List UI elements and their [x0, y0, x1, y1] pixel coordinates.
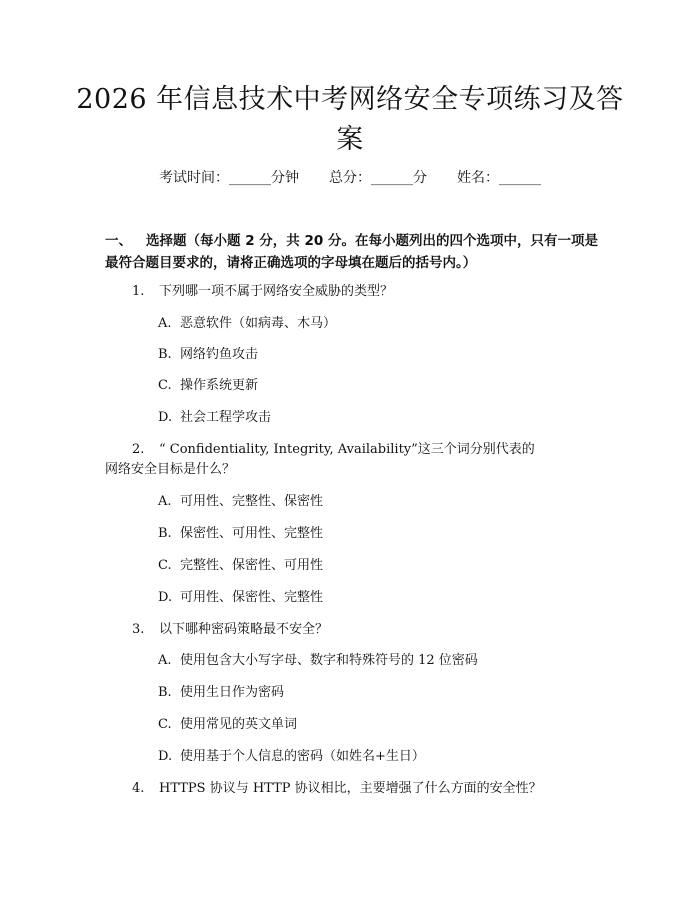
question-text: 下列哪一项不属于网络安全威胁的类型？ — [159, 284, 394, 299]
exam-meta — [0, 168, 700, 188]
option-text: 操作系统更新 — [180, 378, 259, 393]
option-letter: B. — [158, 685, 172, 700]
question-2-option-d — [158, 588, 323, 608]
section-instructions: 选择题（每小题 2 分，共 20 分。在每小题列出的四个选项中，只有一项是最符合题目要求的，请将正确选项的字母填在题后的括号内。） — [105, 233, 598, 271]
title-line-2: 案 — [336, 124, 364, 155]
question-1-option-a — [158, 314, 336, 334]
question-text: 以下哪种密码策略最不安全？ — [159, 622, 329, 637]
option-letter: C. — [158, 717, 172, 732]
option-text: 保密性、可用性、完整性 — [180, 526, 324, 541]
question-2-option-a — [158, 492, 323, 512]
option-letter: C. — [158, 378, 172, 393]
student-name-field: 姓名：______ — [457, 170, 541, 186]
question-text: HTTPS 协议与 HTTP 协议相比，主要增强了什么方面的安全性？ — [159, 781, 542, 796]
option-text: 完整性、保密性、可用性 — [180, 558, 324, 573]
option-letter: B. — [158, 347, 172, 362]
option-letter: A. — [158, 494, 172, 509]
option-text: 可用性、完整性、保密性 — [180, 494, 324, 509]
question-2-text-continued: 网络安全目标是什么？ — [105, 462, 236, 477]
document-title — [60, 80, 640, 160]
question-3-option-b — [158, 683, 284, 703]
option-text: 使用常见的英文单词 — [180, 717, 298, 732]
option-letter: A. — [158, 653, 172, 668]
option-text: 使用基于个人信息的密码（如姓名+生日） — [180, 749, 425, 764]
question-number: 1. — [132, 284, 145, 299]
option-text: 恶意软件（如病毒、木马） — [180, 316, 337, 331]
option-letter: D. — [158, 749, 173, 764]
question-3-option-c — [158, 715, 297, 735]
question-number: 4. — [132, 781, 145, 796]
option-text: 使用包含大小写字母、数字和特殊符号的 12 位密码 — [180, 653, 478, 668]
option-letter: D. — [158, 410, 173, 425]
question-1-option-c — [158, 376, 258, 396]
title-line-1: 2026 年信息技术中考网络安全专项练习及答 — [76, 84, 624, 115]
question-1-option-b — [158, 345, 258, 365]
option-text: 使用生日作为密码 — [180, 685, 285, 700]
option-text: 可用性、保密性、完整性 — [180, 590, 324, 605]
option-text: 社会工程学攻击 — [180, 410, 272, 425]
question-2 — [132, 440, 535, 460]
exam-time-field: 考试时间：______分钟 — [159, 170, 299, 186]
section-heading — [105, 230, 600, 274]
option-letter: D. — [158, 590, 173, 605]
total-score-field: 总分：______分 — [329, 170, 427, 186]
option-text: 网络钓鱼攻击 — [180, 347, 259, 362]
option-letter: C. — [158, 558, 172, 573]
option-letter: A. — [158, 316, 172, 331]
question-2-option-b — [158, 524, 323, 544]
question-1-option-d — [158, 408, 271, 428]
question-2-option-c — [158, 556, 323, 576]
option-letter: B. — [158, 526, 172, 541]
question-4 — [132, 779, 542, 799]
question-3-option-d — [158, 747, 425, 767]
question-text: “ Confidentiality, Integrity, Availability”这三个词分别代表的 — [159, 442, 535, 457]
question-3-option-a — [158, 651, 478, 671]
section-number: 一、 — [105, 233, 132, 249]
question-number: 3. — [132, 622, 145, 637]
question-1 — [132, 282, 393, 302]
question-number: 2. — [132, 442, 145, 457]
question-3 — [132, 620, 328, 640]
